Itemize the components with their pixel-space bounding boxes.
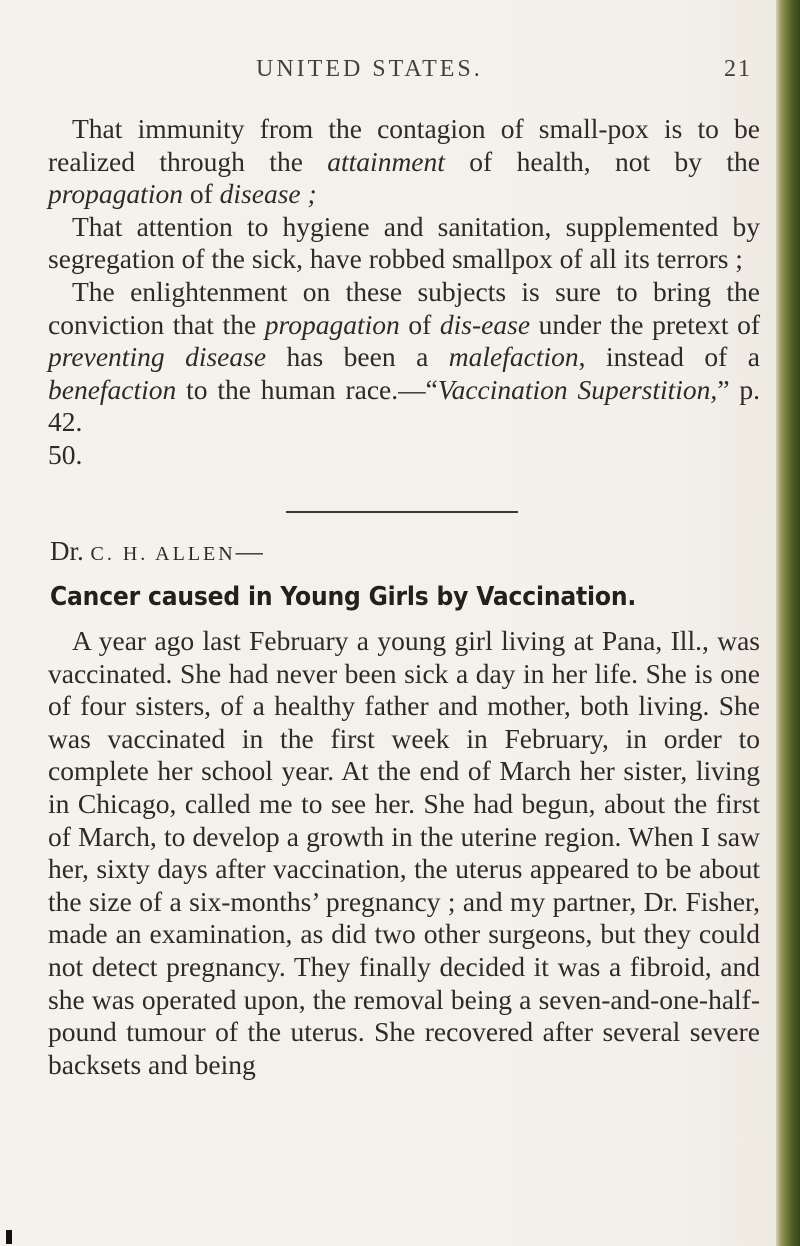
author-title: Dr. — [50, 536, 91, 566]
citation-title: Vaccination Superstition, — [437, 373, 718, 405]
running-head: UNITED STATES. — [256, 56, 483, 82]
section-divider — [286, 511, 518, 513]
article-headline: Cancer caused in Young Girls by Vaccination. — [50, 582, 637, 612]
quote-text: That immunity from the contagion of small-pox is to be realized through the — [48, 113, 760, 177]
italic-phrase: benefaction — [48, 373, 177, 405]
binding-edge — [776, 0, 800, 1246]
quote-text: The enlightenment on these subjects is sure to bring the conviction that the — [48, 275, 760, 340]
quote-text: to the human race.—“ — [176, 373, 438, 405]
scan-mark — [6, 1230, 12, 1244]
author-name: C. H. ALLEN — [90, 543, 236, 565]
article-paragraph: A year ago last February a young girl living at Pana, Ill., was vaccinated. She had never been sick a day in her life. She is one of four sisters, of a healthy father and mother, both living. She was vaccinated in the first week in February, in order to complete her school year. At the end of March her sister, living in Chicago, called me to see her. She had begun, about the first of March, to develop a growth in the uterine region. When I saw her, sixty days after vaccination, the uterus appeared to be about the size of a six-months’ pregnancy ; and my partner, Dr. Fisher, made an examination, as did two other surgeons, but they could not detect pregnancy. They finally decided it was a fibroid, and she was operated upon, the removal being a seven-and-one-half-pound tumour of the uterus. She recovered after several severe backsets and being — [48, 625, 760, 1080]
quote-paragraph-3 — [48, 276, 760, 439]
quote-text: , instead of a — [578, 341, 760, 373]
quote-text: under the pretext of — [530, 308, 760, 340]
quote-text: of — [182, 178, 220, 210]
italic-phrase: disease ; — [219, 178, 317, 210]
italic-phrase: propagation — [264, 308, 400, 340]
quote-text: has been a — [266, 341, 449, 373]
reference-number: 50. — [48, 438, 83, 470]
italic-phrase: malefaction — [448, 341, 579, 373]
italic-phrase: propagation — [48, 178, 183, 210]
author-dash: — — [235, 536, 263, 566]
author-line — [50, 536, 263, 567]
quoted-passage — [48, 113, 760, 472]
quote-text: of health, not by the — [444, 145, 760, 177]
quote-paragraph-1 — [48, 113, 760, 211]
italic-phrase: dis-ease — [439, 308, 531, 340]
italic-phrase: attainment — [327, 145, 445, 177]
quote-paragraph-2: That attention to hygiene and sanitation, supplemented by segregation of the sick, have robbed smallpox of all its terrors ; — [48, 210, 760, 275]
quote-text: of — [399, 308, 440, 340]
page-number: 21 — [724, 56, 752, 82]
italic-phrase: preventing disease — [48, 341, 267, 373]
quote-text: ” p. 42. — [48, 373, 760, 438]
article-body — [48, 625, 760, 1081]
